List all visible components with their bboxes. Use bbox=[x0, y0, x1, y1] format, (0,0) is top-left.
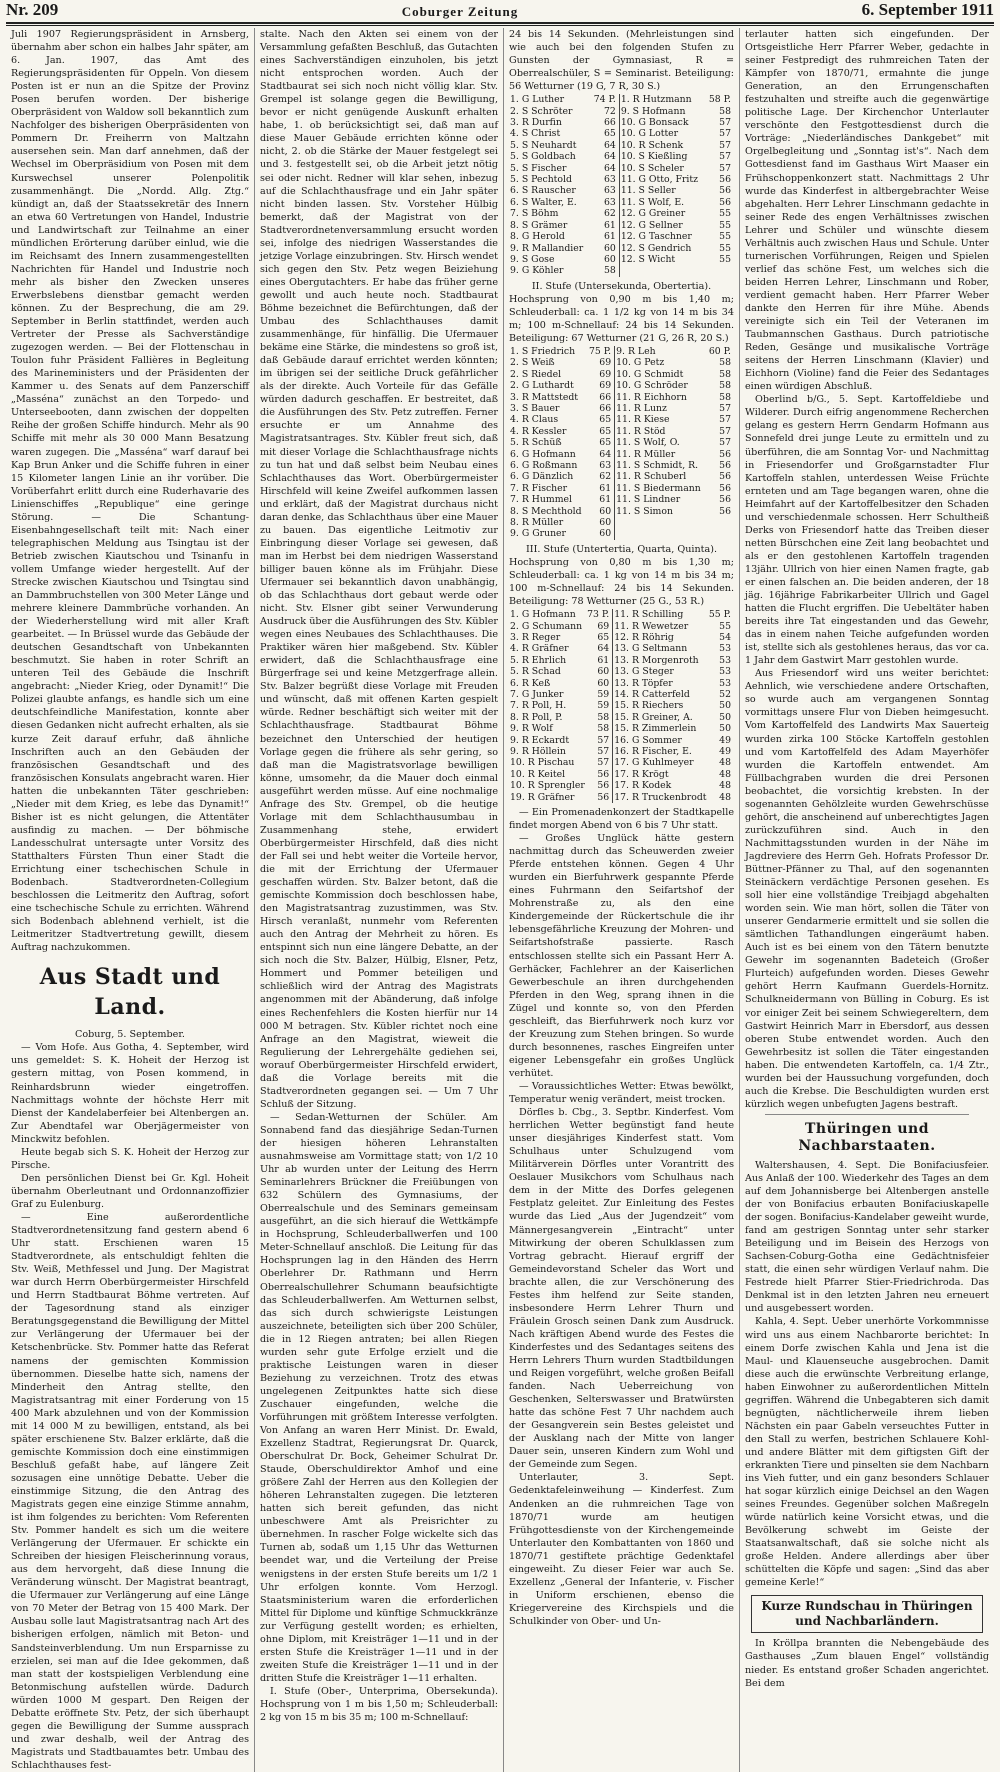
result-name: 10. G Petz bbox=[616, 357, 665, 369]
result-name: 15. R Zimmerlein bbox=[614, 723, 697, 735]
result-points: 58 bbox=[590, 265, 619, 276]
result-points: 56 bbox=[586, 769, 613, 780]
result-points: 48 bbox=[719, 791, 731, 803]
result-name: 12. G Sellner bbox=[620, 219, 683, 231]
divider bbox=[765, 1114, 969, 1115]
article-dienst: Den persönlichen Dienst bei Gr. Kgl. Hoheit übernahm Oberleutnant und Ordonnanzoffizier Graf zu Eulenburg. bbox=[11, 1172, 249, 1210]
article-vom-hofe: — Vom Hofe. Aus Gotha, 4. September, wird uns gemeldet: S. K. Hoheit der Herzog ist gestern mittag, von Posen kommend, in Reinhardsbrunn wieder eingetroffen. Nachmittags wohnte der höchste Herr mit Dienst der Kandelaberfeier bei Altenbergen an. Zur Abendtafel war Oberjägermeister von Minckwitz befohlen. bbox=[11, 1042, 249, 1145]
result-name: 2. G Schumann bbox=[510, 620, 583, 632]
result-name: 9. G Köhler bbox=[510, 265, 564, 277]
result-points: 63 bbox=[587, 460, 615, 471]
result-points: 53 bbox=[719, 643, 731, 655]
result-name: 8. R Poll, P. bbox=[510, 711, 563, 723]
result-name: 12. G Taschner bbox=[620, 231, 692, 243]
article-doerfles: Dörfles b. Cbg., 3. Septbr. Kinderfest. Vom herrlichen Wetter begünstigt fand heute unser diesjähriges Kinderfest statt. Vom Schulhaus unter Schulzugend vom Militärverein Dörfles unter Vorantritt des Oeslauer Musikchors vom Schulhaus nach dem in der Mitte des Dorfes gelegenen Festplatz geleitet. Zur Einleitung des Festes wurde das Lied „Aus der Jugendzeit“ vom Männergesangverein „Eintracht“ unter Mitwirkung der oberen Schulklassen zum Vortrag gebracht. Hierauf ergriff der Gemeindevorstand Scheler das Wort und brachte allen, die zur Verschönerung des Festes ihm helfend zur Seite standen, insbesondere Herrn Lehrer Thurn und Fräulein Grosch seinen Dank zum Ausdruck. Nach kräftigen Abend wurde des Festes die Kinderfestes und des Sedantages seitens des Herrn Lehrers Thurn wurden Stadtbildungen und Reigen vorgeführt, welche großen Beifall fanden. Nach Ueberreichung von Geschenken, Selterswasser und Bratwürsten hatte das schöne Fest 7 Uhr nachdem auch der Gesangverein sein Bestes geleistet und der Ausklang nach der Mitte von langer Dauer sein, unseren Kindern zum Wohl und der Gemeinde zum Segen. bbox=[509, 1107, 734, 1471]
result-name: 5. R Schüß bbox=[510, 437, 562, 449]
result-name: 15. R Riechers bbox=[614, 700, 684, 712]
result-row bbox=[509, 769, 734, 780]
result-name: 5. S Neuhardt bbox=[510, 139, 577, 151]
result-points: 60 bbox=[586, 666, 613, 677]
article-sedan-wetturnen: — Sedan-Wetturnen der Schüler. Am Sonnabend fand das diesjährige Sedan-Turnen der hiesigen höheren Lehranstalten ausnahmsweise am Vormittage statt; von 1/2 10 Uhr ab wurden unter der Leitung des Herrn Seminarlehrers Brückner die Freiübungen von 632 Schülern des Gymnasiums, der Oberrealschule und des Seminars gemeinsam ausgeführt, an die sich hierauf die Wettkämpfe in Hochsprung, Schleuderballwerfen und 100 Meter-Schnellauf anschloß. Die Leitung für das Hochsprungen lag in den Händen des Herrn Oberlehrer Dr. Rathmann und Herrn Oberrealschullehrer Schumann beaufsichtigte das Schleuderballwerfen. Am Wetturnen selbst, das sich durch schwierigste Leistungen auszeichnete, beteiligten sich über 200 Schüler, die in 12 Riegen antraten; bei allen Riegen wurden sehr gute Erfolge erzielt und die praktische Leistungen waren in dieser Beziehung zu verzeichnen. Trotz des etwas ungelegenen Zeitpunktes hatte sich diese Zuschauer eingefunden, welche die Vorführungen mit größtem Interesse verfolgten. Von Anfang an waren Herr Minist. Dr. Ewald, Exzellenz Stadtrat, Regierungsrat Dr. Quarck, Oberschulrat Dr. Bock, Geheimer Schulrat Dr. Staude, Oberschuldirektor Amhof und eine größere Zahl der Herren aus den Kollegien der höheren Lehranstalten zugegen. Die letzteren hatten sich bereit gefunden, das nicht unbeschwere Amt als Preisrichter zu übernehmen. In rascher Folge wickelte sich das Turnen ab, sodaß um 1,15 Uhr das Wetturnen beendet war, und die Verteilung der Preise wenigstens in der ersten Stufe bereits um 1/2 1 Uhr erfolgen konnte. Vom Herzogl. Staatsministerium waren die erforderlichen Mittel für Diplome und künftige Schmuckkränze zur Verfügung gestellt worden; es erhielten, ohne Diplom, mit Kreisträger 1—11 und in der ersten Stufe die Kreisträger 1—11 und in der zweiten Stufe die Kreisträger 1—11 und in der dritten Stufe die Kreisträger 1—11 erhalten. bbox=[260, 1111, 498, 1684]
result-row bbox=[509, 517, 734, 528]
result-name: 4. R Gräfner bbox=[510, 643, 569, 655]
result-name: 12. S Gendrich bbox=[620, 242, 692, 254]
result-name: 5. S Pechtold bbox=[510, 174, 572, 186]
result-name: 10. S Kießling bbox=[620, 151, 688, 163]
result-name: 17. R Krögt bbox=[614, 768, 669, 780]
result-row bbox=[509, 780, 734, 791]
result-points: 62 bbox=[587, 471, 615, 482]
result-name: 12. G Greiner bbox=[620, 208, 686, 220]
result-name: 11. S Seller bbox=[620, 185, 676, 197]
result-name: 1. R Hutzmann bbox=[620, 94, 692, 106]
result-name: 7. R Fischer bbox=[510, 482, 568, 494]
result-row bbox=[509, 643, 734, 654]
result-points: 56 bbox=[719, 471, 731, 483]
results-table-stufe-1 bbox=[509, 94, 734, 277]
result-name: 9. G Gruner bbox=[510, 528, 566, 540]
result-points: 65 bbox=[590, 128, 619, 139]
column-2 bbox=[255, 28, 504, 1772]
section-title-thueringen: Thüringen und Nachbarstaaten. bbox=[798, 1120, 936, 1154]
result-name: 11. S Wolf, E. bbox=[620, 196, 685, 208]
result-name: 11. G Otto, Fritz bbox=[620, 174, 699, 186]
result-name: 10. S Scheler bbox=[620, 162, 684, 174]
result-row bbox=[509, 140, 734, 151]
result-row bbox=[509, 403, 734, 414]
result-name: 8. R Müller bbox=[510, 517, 564, 529]
result-points bbox=[706, 265, 734, 276]
result-points: 75 P. bbox=[587, 346, 615, 357]
result-points: 57 bbox=[719, 425, 731, 437]
result-name: 17. G Kuhlmeyer bbox=[614, 757, 694, 769]
result-row bbox=[509, 757, 734, 768]
result-row bbox=[509, 689, 734, 700]
result-points: 57 bbox=[586, 746, 613, 757]
result-points: 57 bbox=[586, 757, 613, 768]
result-row bbox=[509, 94, 734, 105]
result-points: 55 bbox=[719, 242, 731, 254]
result-points: 55 P. bbox=[708, 609, 731, 621]
result-points: 57 bbox=[719, 162, 731, 174]
result-points: 60 bbox=[586, 678, 613, 689]
result-points: 59 bbox=[586, 700, 613, 711]
result-name bbox=[619, 265, 705, 276]
result-points: 66 bbox=[587, 392, 615, 403]
result-name: 7. S Böhm bbox=[510, 208, 559, 220]
result-points: 55 bbox=[719, 253, 731, 265]
result-points: 57 bbox=[719, 117, 731, 129]
result-name bbox=[615, 528, 707, 539]
result-points: 56 bbox=[719, 174, 731, 186]
result-points: 58 bbox=[719, 380, 731, 392]
result-points bbox=[706, 528, 734, 539]
stufe-1-details: 24 bis 14 Sekunden. (Mehrleistungen sind wie auch bei den folgenden Stufen zu Gunsten der Gymnasiast, R = Oberrealschüler, S = Seminarist. Beteiligung: 56 Wetturner (19 G, 7 R, 30 S.) bbox=[509, 29, 734, 93]
result-points: 63 bbox=[590, 185, 619, 196]
result-name: 13. R Morgenroth bbox=[614, 654, 699, 666]
result-row bbox=[509, 494, 734, 505]
result-row bbox=[509, 792, 734, 803]
result-points: 61 bbox=[590, 220, 619, 231]
issue-number: Nr. 209 bbox=[6, 0, 59, 19]
result-name: 6. S Rauscher bbox=[510, 185, 576, 197]
result-name: 3. R Reger bbox=[510, 631, 561, 643]
result-name: 11. R Lunz bbox=[616, 403, 667, 414]
result-points: 57 bbox=[719, 151, 731, 163]
result-name: 13. R Töpfer bbox=[614, 677, 673, 689]
result-row bbox=[509, 174, 734, 185]
result-name: 13. G Steger bbox=[614, 666, 674, 678]
result-points: 58 bbox=[719, 391, 731, 403]
article-kahla: Kahla, 4. Sept. Ueber unerhörte Vorkommnisse wird uns aus einem Nachbarorte berichtet: In einem Dorfe zwischen Kahla und Jena ist die Maul- und Klauenseuche ausgebrochen. Damit diese auch die erwünschte Verbreitung erlange, haben Einwohner zu außerordentlichen Mitteln gegriffen. Während die Unbegabteren sich damit begnügten, nächtlicherweile ihrem lieben Nächsten ein paar Gabeln verseuchtes Futter in den Stall zu werfen, bestrichen Schlauere Kohl- und andere Blätter mit dem giftigsten Gift der erkrankten Tiere und pinselten sie dem Nachbarn ins Vieh futter, und ein ganz besonders Schlauer hat sogar kürzlich einige Deichsel an den Wagen seines Freundes. Gegenüber solchen Maßregeln würde natürlich keine Vorsicht etwas, und die Bevölkerung schwebt im Geiste der Staatsanwaltschaft, daß sie solche nicht als große Helden. Andere allerdings aber über schüttelten die Köpfe und sagen: „Sind das aber gemeine Kerle!“ bbox=[745, 1316, 989, 1589]
article-stadtverordnetensitzung: — Eine außerordentliche Stadtverordnetensitzung fand gestern abend 6 Uhr statt. Erschienen waren 15 Stadtverordnete, als entschuldigt fehlten die Stv. Weiß, Methfessel und Jung. Der Magistrat war durch Herrn Oberbürgermeister Hirschfeld und Herrn Stadtbaurat Böhme vertreten. Auf der Tagesordnung stand als einziger Beratungsgegenstand die Bewilligung der Mittel zur Verlängerung der Ufermauer bei der Ketschenbrücke. Stv. Pommer hatte das Referat namens der gemischten Kommission übernommen. Dieselbe hatte sich, namens der Minderheit den Antrag stellte, den Magistratsantrag mit einer Forderung von 15 400 Mark abzulehnen und von der Kommission mit 14 000 M zu bewilligen, entstand, als bei später erschienene Stv. Balzer erklärte, daß die gemischte Kommission doch eine einstimmigen Beschluß gefaßt habe, auf längere Zeit sozusagen eine unnötige Debatte. Ueber die einstimmige Sitzung, die den Antrag des Magistrats gegen eine einzige Stimme annahm, ist ihm folgendes zu berichten: Vom Referenten Stv. Pommer handelt es sich um die weitere Verlängerung der Ufermauer. Er schickte ein Schreiben der hiesigen Fleischerinnung voraus, aus dem hervorgeht, daß diese Innung die Veränderung wünscht. Der Magistrat beantragt, die Ufermauer zur Verlängerung auf eine Länge von 70 Meter der Betrag von 15 400 Mark. Der Ausbau solle laut Magistratsantrag nach Art des bisherigen erfolgen, nämlich mit Beton- und Sandsteinverblendung. Um nun Ersparnisse zu erzielen, sei man auf die Idee gekommen, daß man statt der kostspieligen Verblendung eine Betonmischung aufstellen würde. Dadurch würden 1000 M gespart. Den Reigen der Debatte eröffnete Stv. Petz, der sich überhaupt gegen die Bewilligung der Summe aussprach und zwar deshalb, weil der Antrag des Magistrats und Stadtbauamtes betr. Umbau des Schlachthauses fest- bbox=[11, 1211, 249, 1771]
article-sitzung-cont: stalte. Nach den Akten sei einem von der Versammlung gefaßten Beschluß, das Gutachten eines Sachverständigen einzuholen, bis jetzt nicht entsprochen worden. Auch der Stadtbaurat sei sich noch nicht völlig klar. Stv. Grempel ist solange gegen die Bewilligung, bevor er nicht genügende Auskunft erhalten habe, 1. ob berücksichtigt sei, daß man auf diese Mauer Gebäude errichten könne oder nicht, 2. ob die Stärke der Mauer festgelegt sei und 3. festgestellt sei, ob die Arbeit jetzt nötig sei oder nicht. Redner will klar sehen, inbezug auf die Schlachthausfrage und ein Jahr später nicht binden lassen. Stv. Vorsteher Hülbig bemerkt, daß der Magistrat von der Stadtverordnetenversammlung ersucht worden sei, infolge des niedrigen Wasserstandes die jetzige Vorlage einzubringen. Stv. Hirsch wendet sich gegen den Stv. Petz wegen Beiziehung eines Obergutachters. Er habe das früher gerne gewollt und auch heute noch. Stadtbaurat Böhme bezeichnet die Befürchtungen, daß der Umbau des Schlachthauses damit zusammenhänge, für hinfällig. Die Ufermauer bekäme eine Stärke, die mindestens so groß ist, daß Gebäude darauf errichtet werden könnten; im übrigen sei der seitliche Druck gefährlicher als der direkte. Auch Vorteile für das Gefälle würden dadurch geschaffen. Er bestreitet, daß die Ausführungen des Stv. Petz zutreffen. Ferner ersuchte er um Annahme des Magistratsantrages. Stv. Kübler freut sich, daß mit dieser Vorlage die Schlachthausfrage nichts zu tun hat und daß selbst beim Neubau eines Schlachthauses das Wort. Oberbürgermeister Hirschfeld will keine Zweifel aufkommen lassen und erklärt, daß der Magistrat durchaus nicht daran denke, das Schlachthaus über eine Mauer zu bauen. Das eigentliche Leitmotiv zur Einbringung dieser Vorlage sei gewesen, daß man im Herbst bei dem niedrigen Wasserstand billiger bauen könne als im Frühjahr. Diese Ufermauer sei bekanntlich davon unabhängig, ob das Schlachthaus dort gebaut werde oder nicht. Stv. Elsner gibt seiner Verwunderung Ausdruck über die Ausführungen des Stv. Kübler wegen eines Neubaues des Schlachthauses. Die Praktiker wären hier maßgebend. Stv. Kübler erwidert, daß die Schlachthausfrage eine Bürgerfrage sei und keine Metzgerfrage allein. Stv. Balzer begrüßt diese Vorlage mit Freuden und wünscht, daß mit offenen Karten gespielt würde. Redner beschäftigt sich weiter mit der Schlachthausfrage. Stadtbaurat Böhme bezeichnet den Unterschied der heutigen Vorlage gegen die frühere als sehr gering, so daß man die Magistratsvorlage bewilligen könne, umsomehr, da die Mauer doch einmal ausgeführt werden müsse. Auf eine nochmalige Anfrage des Stv. Grempel, ob die heutige Vorlage mit dem Schlachthausumbau in Zusammenhang stehe, erwidert Oberbürgermeister Hirschfeld, daß dies nicht der Fall sei und hebt weiter die Vorteile hervor, die mit der Errichtung der Ufermauer geschaffen würden. Stv. Balzer betont, daß die gemischte Kommission doch beschlossen habe, den Magistratsantrag zuzustimmen, was Stv. Hirsch veranlaßt, nunmehr vom Referenten auch den Antrag der Mehrheit zu hören. Es entspinnt sich nun eine längere Debatte, an der sich noch die Stv. Balzer, Hülbig, Elsner, Petz, Hommert und Pommer beteiligen und schließlich wird der Antrag des Magistrats angenommen mit der Abänderung, daß infolge eines Rechenfehlers die Kosten hierfür nur 14 000 M betragen. Stv. Kübler richtet noch eine Anfrage an den Magistrat, wieweit die Regulierung der Lehrergehälte gediehen sei, worauf Oberbürgermeister Hirschfeld erwidert, daß die Vorlage bereits mit die Stadtverordneten gegangen sei. — Um 7 Uhr Schluß der Sitzung. bbox=[260, 29, 498, 1110]
section-title-stadt-land: Aus Stadt und Land. bbox=[39, 964, 221, 1021]
result-points: 64 bbox=[590, 140, 619, 151]
result-name: 6. R Keß bbox=[510, 677, 551, 689]
article-friesendorf: Aus Friesendorf wird uns weiter berichtet: Aehnlich, wie verschiedene andere Ortschaften, so wurde auch am vergangenen Sonntag vormittags unsere Flur von Dieben heimgesucht. Vom Kartoffelfeld des Landwirts Max Sauerteig wurden zirka 100 Stöcke Kartoffeln gestohlen und vom Kartoffelfeld des Adam Mayerhöfer wurden die Kartoffeln entwendet. Am Füllbachgraben wurden die drei Personen beobachtet, die vorsichtig krebsten. In der sogenannten Gehölzleite wurden Gewehrschüsse gehört, die anscheinend auf unberechtigtes Jagen zurückzuführen sind. Auch in den Nachmittagsstunden wurden in der Nähe im Jagdreviere des Herrn Geh. Hofrats Professor Dr. Büttner-Pfänner zu Thal, auf den sogenannten Steinäckern verdächtige Personen gesehen. Es soll hier eine vollständige Treibjagd abgehalten worden sein. Wie man hört, sollen die Täter von unserer Gendarmerie ermittelt und sie sollen die sämtlichen Tathandlungen eingeräumt haben. Auch ist es bei einem von den Tätern benutzte Gewehr im sogenannten Badeteich (Großer Flurteich) aufgefunden worden. Dieses Gewehr gehört Herrn Kaufmann Guerdels-Hornitz. Schulkneidermann von Bülling in Coburg. Es ist vor einiger Zeit bei seinem Schwiegereltern, dem Gastwirt Heinrich Marr in Ebersdorf, aus dessen oberen Stube entwendet worden. Auch den Gewehrbesitz ist sollen die Täter eingestanden haben. Die entwendeten Kartoffeln, ca. 1/4 Ztr., wurden bei der Haussuchung vorgefunden, doch auch die Krebse. Die Beschuldigten wurden erst kürzlich wegen unbefugten Jagens bestraft. bbox=[745, 668, 989, 1110]
result-name: 8. S Grämer bbox=[510, 219, 568, 231]
result-row bbox=[509, 621, 734, 632]
result-points: 57 bbox=[719, 403, 731, 414]
result-name: 2. S Riedel bbox=[510, 368, 562, 380]
dateline: Coburg, 5. September. bbox=[75, 1029, 185, 1041]
result-points: 56 bbox=[586, 792, 613, 803]
result-name: 5. S Fischer bbox=[510, 162, 567, 174]
header-rule-thin bbox=[6, 25, 994, 26]
header-rule bbox=[6, 22, 994, 24]
result-name: 5. R Schad bbox=[510, 666, 561, 678]
result-row bbox=[509, 197, 734, 208]
result-points: 57 bbox=[719, 414, 731, 426]
result-name: 10. R Schenk bbox=[620, 139, 684, 151]
result-row bbox=[509, 471, 734, 482]
result-name: 11. R Schuberl bbox=[616, 471, 687, 483]
result-points: 57 bbox=[719, 139, 731, 151]
article-pirsche: Heute begab sich S. K. Hoheit der Herzog zur Pirsche. bbox=[11, 1146, 249, 1171]
result-row bbox=[509, 243, 734, 254]
result-name: 1. S Friedrich bbox=[510, 345, 576, 357]
result-name: 17. R Kodek bbox=[614, 780, 672, 792]
result-row bbox=[509, 265, 734, 276]
result-name: 19. R Gräfner bbox=[510, 791, 575, 803]
result-row bbox=[509, 746, 734, 757]
result-name: 11. S Schmidt, R. bbox=[616, 460, 699, 472]
result-row bbox=[509, 392, 734, 403]
result-points: 58 bbox=[586, 723, 613, 734]
result-row bbox=[509, 723, 734, 734]
result-row bbox=[509, 128, 734, 139]
result-points bbox=[706, 517, 734, 528]
result-row bbox=[509, 414, 734, 425]
result-points: 60 bbox=[590, 254, 619, 265]
result-points: 48 bbox=[719, 757, 731, 769]
result-name: 4. R Claus bbox=[510, 414, 559, 426]
result-points: 57 bbox=[719, 437, 731, 449]
result-name: 9. R Wolf bbox=[510, 723, 553, 735]
result-row bbox=[509, 609, 734, 620]
result-row bbox=[509, 151, 734, 162]
result-points: 69 bbox=[587, 357, 615, 368]
result-name: 11. R Stöd bbox=[616, 425, 666, 437]
result-row bbox=[509, 666, 734, 677]
result-name: 7. R Hummel bbox=[510, 494, 572, 506]
result-row bbox=[509, 700, 734, 711]
result-points: 56 bbox=[719, 505, 731, 517]
result-points: 60 bbox=[587, 506, 615, 517]
masthead bbox=[6, 0, 994, 20]
result-points: 56 bbox=[719, 448, 731, 460]
result-points: 56 bbox=[719, 460, 731, 472]
result-row bbox=[509, 712, 734, 723]
article-unterlauter: Unterlauter, 3. Sept. Gedenktafeleinweihung — Kinderfest. Zum Andenken an die ruhmreichen Tage von 1870/71 wurde am heutigen Frühgottesdienste von der Kirchengemeinde Unterlauter den Kombattanten von 1860 und 1870/71 gestiftete prächtige Gedenktafel eingeweiht. Zu dieser Feier war auch Se. Exzellenz „General der Infanterie, v. Fischer in Uniform erschienen, ebenso die Kriegervereine des Kirchspiels und die Schulkinder von Ober- und Un- bbox=[509, 1472, 734, 1627]
result-name: 2. G Luthardt bbox=[510, 380, 574, 392]
result-name: 10. G Bonsack bbox=[620, 117, 689, 129]
result-name: 1. G Luther bbox=[510, 94, 565, 106]
result-name: 3. R Mattstedt bbox=[510, 391, 579, 403]
stufe-1-intro: I. Stufe (Ober-, Unterprima, Obersekunda). Hochsprung von 1 m bis 1,50 m; Schleuderball: 2 kg von 15 m bis 35 m; 100 m-Schnellauf: bbox=[260, 1685, 498, 1724]
result-row bbox=[509, 231, 734, 242]
result-name: 13. G Seltmann bbox=[614, 643, 688, 655]
result-name: 10. R Sprengler bbox=[510, 780, 585, 792]
article-grosses-unglueck: — Großes Unglück hätte gestern nachmittag durch das Scheuwerden zweier Pferde entstehen können. Gegen 4 Uhr wurden ein Bierfuhrwerk gespannte Pferde eines Fuhrmann den Seifartshof der Mohrenstraße zu, als den eine Kindergemeinde der Rückertschule die ihr lebensgefährliche Kreuzung der Mohren- und Seifartshofstraße passierte. Rasch entschlossen stellte sich ein Passant Herr A. Gerhäcker, Fachlehrer an der Kaiserlichen Gewerbeschule an ihren durchgehenden Pferden in den Weg, sprang ihnen in die Zügel und konnte so, von den Pferden geschleift, das Bierfuhrwerk noch kurz vor der Kreuzung zum Stehen bringen. So wurde durch besonnenes, rasches Eingreifen unter eigener Lebensgefahr ein großes Unglück verhütet. bbox=[509, 833, 734, 1079]
result-points: 53 bbox=[719, 666, 731, 678]
article-politics: Juli 1907 Regierungspräsident in Arnsberg, übernahm aber schon ein halbes Jahr später, am 6. Jan. 1907, das Amt des Regierungspräsidenten für Oppeln. Von diesem Posten ist er nun an die Spitze der Provinz Posen berufen worden. Der bisherige Oberpräsident von Waldow soll bekanntlich zum Nachfolger des bisherigen Oberpräsidenten von Pommern Dr. Freiherrn von Maltzahn ausersehen sein. Man darf annehmen, daß der Wechsel im Oberpräsidium von Posen mit dem Kurswechsel unserer Polenpolitik zusammenhängt. Die „Nordd. Allg. Ztg.“ kündigt an, daß der Staatssekretär des Innern an etwa 60 Vertretungen von Handel, Industrie und Landwirtschaft zur Teilnahme an einer mündlichen Erörterung darüber einlud, wie die im Reichsamt des Innern zusammengestellten Nachrichten für Handel und Industrie noch mehr als bisher den Zwecken unseres Erwerbslebens dienstbar gemacht werden können. Zu der Besprechung, die am 29. September in Berlin stattfindet, werden auch Vertreter der Presse als Sachverständige zugezogen werden. — Bei der Flottenschau in Toulon fuhr Präsident Fallières in Begleitung des Marineministers und der Präsidenten der Kammer u. des Senats auf dem Panzerschiff „Masséna“ zunächst an den Torpedo- und Unterseebooten, dann zwischen der doppelten Reihe der großen Schiffe hindurch. Mehr als 90 Schiffe mit mehr als 30 000 Mann Besatzung waren zugegen. Die „Masséna“ warf darauf bei Kap Brun Anker und die Schiffe fuhren in einer 15 Kilometer langen Linie an ihr vorüber. Die Vorüberfahrt erlitt durch eine Ruderhavarie des Linienschiffes „Republique“ eine geringe Störung. — Die Schantung-Eisenbahngesellschaft teilt mit: Nach einer telegraphischen Meldung aus Tsingtau ist der Betrieb zwischen Kiautschou und Tsinanfu in vollem Umfange wieder hergestellt. Auf der Strecke zwischen Kiautschou und Tsingtau sind an Dammbruchstellen von 300 Meter Länge und mehrere kleinere Dammbrüche vorhanden. An der Wiederherstellung wird mit aller Kraft gearbeitet. — In Brüssel wurde das Gebäude der deutschen Gesandtschaft von Unbekannten beschmutzt. Sie haben in roter Schrift an unteren Teil des Gebäude die Inschrift angebracht: „Nieder Krieg, oder Dynamit!“ Die Polizei glaubte anfangs, es handle sich um eine deutschfeindliche Manifestation, konnte aber diesen Gedanken nicht aufrecht erhalten, als sie kurze Zeit darauf erfuhr, daß ähnliche Inschriften auch an den Gebäuden der französischen Gesandtschaft und des französischen Konsulats angebracht waren. Hier hatten die unbekannten Täter geschrieben: „Nieder mit dem Krieg, es lebe das Dynamit!“ Bisher ist es nicht gelungen, die Attentäter ausfindig zu machen. — Der böhmische Landesschulrat untersagte unter Vorsitz des Statthalters Fürsten Thun einer Stadt die Errichtung einer tschechischen Schule in Bodenbach. Stadtverordneten-Collegium beschlossen die Leitmeritz den Auftrag, sofort eine tschechische Schule zu errichten. Während sich Bodenbach ablehnend verhielt, ist die Leitmeritzer Stadtvertretung gewillt, diesem Auftrag nachzukommen. bbox=[11, 29, 249, 954]
result-row bbox=[509, 220, 734, 231]
result-row bbox=[509, 185, 734, 196]
result-name: 9. R Leh bbox=[616, 345, 656, 357]
result-points: 74 P. bbox=[590, 94, 619, 105]
result-points: 65 bbox=[587, 437, 615, 448]
stufe-3-title: III. Stufe (Untertertia, Quarta, Quinta). bbox=[525, 543, 718, 555]
result-points: 56 bbox=[719, 185, 731, 197]
article-waltershausen: Waltershausen, 4. Sept. Die Bonifaciusfeier. Aus Anlaß der 100. Wiederkehr des Tages an dem auf dem Johannisberge bei Altenbergen anstelle der von Bonifacius erbauten Bonifaciuskapelle der sogen. Bonifacius-Kandelaber geweiht wurde, fand am gestrigen Sonntag unter sehr starker Beteiligung und im Beisein des Herzogs von Sachsen-Coburg-Gotha eine Gedächtnisfeier statt, die einen sehr würdigen Verlauf nahm. Die Festrede hielt Pfarrer Stier-Friedrichroda. Das Denkmal ist in den letzten Jahren neu erneuert und ausgebessert worden. bbox=[745, 1159, 989, 1315]
result-name: 9. R Höllein bbox=[510, 745, 566, 757]
result-points: 53 bbox=[719, 654, 731, 666]
result-points: 56 bbox=[586, 780, 613, 791]
result-points: 72 bbox=[590, 106, 619, 117]
result-name: 11. S Lindner bbox=[616, 494, 681, 506]
article-unterlauter-cont: terlauter hatten sich eingefunden. Der Ortsgeistliche Herr Pfarrer Weber, gedachte in seiner Festpredigt des ruhmreichen Taten der Kämpfer von 1870/71, ermahnte die junge Generation, an den Errungenschaften festzuhalten und streifte auch die gegenwärtige politische Lage. Der Kirchenchor Unterlauter verschönte den Festgottesdienst durch die Vorträge: „Niederländisches Dankgebet“ mit Orgelbegleitung und „Sonntag ist's“. Nach dem Gottesdienst fand im Gasthaus Wirt Maaser ein Frühschoppenkonzert statt. Nachmittags 2 Uhr wurde das Kinderfest in altbergebrachter Weise abgehalten. Herr Lehrer Linschmann gedachte in seiner Rede des engen Verhältnisses zwischen Lehrer und Schüler und wünschte diesem Verhältnis auch zwischen Haus und Schule. Unter turnerischen Vorführungen, Reigen und Spielen verlief das schöne Fest, um welches sich die beiden Herren Lehrer, Linschmann und Rober, verdient gemacht haben. Herr Pfarrer Weber dankte den Herren für ihre Mühe. Abends vereinigte sich ein Teil der Veteranen im Taubmannschen Gasthaus. Durch patriotische Reden, Gesänge und musikalische Vorträge seitens der Herren Linschmann (Klavier) und Eichhorn (Violine) fand die Feier des Sedantages einen würdigen Abschluß. bbox=[745, 29, 989, 393]
result-row bbox=[509, 426, 734, 437]
result-name: 3. S Bauer bbox=[510, 403, 560, 414]
result-points: 61 bbox=[587, 483, 615, 494]
newspaper-title: Coburger Zeitung bbox=[401, 4, 519, 19]
article-kroellpa: In Kröllpa brannten die Nebengebäude des Gasthauses „Zum blauen Engel“ vollständig nieder. Es entstand großer Schaden angerichtet. Bei dem bbox=[745, 1638, 989, 1689]
result-points: 69 bbox=[586, 621, 613, 632]
result-points: 55 bbox=[719, 219, 731, 231]
result-name: 6. G Roßmann bbox=[510, 460, 578, 472]
result-row bbox=[509, 483, 734, 494]
result-points: 64 bbox=[587, 449, 615, 460]
result-name: 7. R Poll, H. bbox=[510, 700, 567, 712]
result-points: 63 bbox=[590, 197, 619, 208]
result-name: 5. S Goldbach bbox=[510, 151, 576, 163]
result-name: 2. S Schröter bbox=[510, 105, 573, 117]
result-row bbox=[509, 437, 734, 448]
result-points: 49 bbox=[719, 734, 731, 746]
result-name: 6. G Hofmann bbox=[510, 448, 576, 460]
result-points: 61 bbox=[587, 494, 615, 505]
result-row bbox=[509, 357, 734, 368]
result-name: 10. R Pischau bbox=[510, 757, 575, 769]
result-name: 4. S Christ bbox=[510, 128, 561, 140]
result-row bbox=[509, 380, 734, 391]
result-name: 10. R Keitel bbox=[510, 768, 566, 780]
result-name bbox=[615, 517, 707, 528]
result-row bbox=[509, 208, 734, 219]
result-name: 9. S Gose bbox=[510, 253, 555, 265]
issue-date: 6. September 1911 bbox=[861, 0, 994, 19]
result-name: 9. S Hofmann bbox=[620, 105, 686, 117]
result-row bbox=[509, 632, 734, 643]
result-points: 54 bbox=[719, 631, 731, 643]
result-name: 11. S Simon bbox=[616, 505, 673, 517]
result-points: 62 bbox=[590, 208, 619, 219]
result-name: 11. S Biedermann bbox=[616, 482, 701, 494]
result-name: 8. G Herold bbox=[510, 231, 565, 243]
result-points: 58 bbox=[719, 357, 731, 369]
results-table-stufe-3 bbox=[509, 609, 734, 803]
result-points: 50 bbox=[719, 723, 731, 735]
result-name: 5. R Ehrlich bbox=[510, 654, 567, 666]
result-name: 3. R Durfin bbox=[510, 117, 562, 129]
result-points: 50 bbox=[719, 711, 731, 723]
stufe-2-title: II. Stufe (Untersekunda, Obertertia). bbox=[531, 280, 712, 292]
result-points: 59 bbox=[586, 689, 613, 700]
result-points: 61 bbox=[586, 655, 613, 666]
result-points: 73 P. bbox=[586, 609, 613, 620]
result-points: 66 bbox=[587, 403, 615, 414]
result-row bbox=[509, 678, 734, 689]
result-row bbox=[509, 449, 734, 460]
result-points: 64 bbox=[590, 163, 619, 174]
result-name: 11. R Eichhorn bbox=[616, 391, 687, 403]
result-name: 11. R Schilling bbox=[614, 609, 684, 621]
page-columns bbox=[6, 28, 994, 1771]
article-promenadenkonzert: — Ein Promenadenkonzert der Stadtkapelle findet morgen Abend von 6 bis 7 Uhr statt. bbox=[509, 807, 734, 832]
result-name: 1. G Hofmann bbox=[510, 609, 576, 621]
result-name: 15. R Greiner, A. bbox=[614, 711, 693, 723]
result-name: 11. R Müller bbox=[616, 448, 676, 460]
section-title-rundschau: Kurze Rundschau in Thüringen und Nachbarländern. bbox=[751, 1595, 983, 1633]
result-points: 49 bbox=[719, 745, 731, 757]
result-row bbox=[509, 655, 734, 666]
result-name: 14. R Catterfeld bbox=[614, 688, 690, 700]
result-name: 2. S Weiß bbox=[510, 357, 555, 369]
result-points: 64 bbox=[586, 643, 613, 654]
result-points: 52 bbox=[719, 688, 731, 700]
result-name: 8. S Mechthold bbox=[510, 505, 582, 517]
result-row bbox=[509, 117, 734, 128]
result-name: 11. R Kiese bbox=[616, 414, 670, 426]
result-row bbox=[509, 254, 734, 265]
result-name: 16. R Fischer, E. bbox=[614, 745, 692, 757]
result-points: 50 bbox=[719, 700, 731, 712]
result-points: 69 bbox=[587, 380, 615, 391]
result-name: 16. G Sommer bbox=[614, 734, 682, 746]
result-points: 57 bbox=[719, 128, 731, 140]
stufe-3-details: Hochsprung von 0,80 m bis 1,30 m; Schleuderball: ca. 1 kg von 14 m bis 34 m; 100 m-Schnellauf: 24 bis 14 Sekunden. Beteiligung: 78 Wetturner (25 G., 53 R.) bbox=[509, 556, 734, 608]
result-points: 64 bbox=[590, 151, 619, 162]
result-points: 55 bbox=[719, 208, 731, 220]
results-table-stufe-2 bbox=[509, 346, 734, 540]
result-points: 56 bbox=[719, 196, 731, 208]
result-row bbox=[509, 460, 734, 471]
result-row bbox=[509, 528, 734, 539]
result-name: 11. R Wewetzer bbox=[614, 620, 689, 632]
article-oberlind: Oberlind b/G., 5. Sept. Kartoffeldiebe und Wilderer. Durch eifrig angenommene Recherchen gelang es gestern Herrn Gendarm Hofmann aus Sonnefeld drei junge Leute zu ermitteln und zu überführen, die am Sonntag Vor- und Nachmittag in Friesendorfer und Großgarnstadter Flur Kartoffeln stahlen, unterdessen Weise Früchte ernteten und am Tage begangen waren, ohne die Heimfahrt auf der Kartoffelbesitzer den Schaden und verschiedenmale schossen. Herr Schultheiß Derks von Friesendorf hatte das Treiben dieser netten Bürschchen eine Zeit lang beobachtet und als er den gestohlenen Kartoffeln tragenden 13jähr. Ullrich von hier einen Namen fragte, gab er einen falschen an. Die beiden anderen, der 18 jäg. 16jährige Fabrikarbeiter Ullrich und Gagel hatten die Flucht ergriffen. Die Uebeltäter haben bereits ihre Tat eingestanden und das Gewehr, das in einem nahen Teiche aufgefunden worden ist, stellte sich als gestohlenes heraus, das vor ca. 1 Jahr dem Gastwirt Marr gestohlen wurde. bbox=[745, 394, 989, 667]
result-points: 58 bbox=[586, 712, 613, 723]
result-name: 10. G Schmidt bbox=[616, 368, 684, 380]
result-row bbox=[509, 163, 734, 174]
result-name: 4. R Kessler bbox=[510, 425, 567, 437]
result-name: 10. G Lotter bbox=[620, 128, 679, 140]
result-points: 63 bbox=[590, 174, 619, 185]
column-3 bbox=[504, 28, 740, 1772]
result-points: 56 bbox=[719, 494, 731, 506]
result-points: 57 bbox=[586, 735, 613, 746]
result-name: 6. G Dänzlich bbox=[510, 471, 574, 483]
result-points: 60 bbox=[587, 517, 615, 528]
result-name: 7. G Junker bbox=[510, 688, 564, 700]
result-points: 55 bbox=[719, 620, 731, 632]
result-points: 58 bbox=[719, 368, 731, 380]
result-row bbox=[509, 106, 734, 117]
result-row bbox=[509, 369, 734, 380]
result-points: 60 bbox=[590, 243, 619, 254]
result-points: 61 bbox=[590, 231, 619, 242]
result-points: 53 bbox=[719, 677, 731, 689]
result-points: 65 bbox=[587, 414, 615, 425]
result-points: 55 bbox=[719, 231, 731, 243]
result-points: 58 bbox=[719, 105, 731, 117]
result-name: 12. R Röhrig bbox=[614, 631, 674, 643]
result-points: 66 bbox=[590, 117, 619, 128]
result-points: 65 bbox=[587, 426, 615, 437]
column-4 bbox=[740, 28, 994, 1772]
result-points: 69 bbox=[587, 369, 615, 380]
result-row bbox=[509, 506, 734, 517]
result-points: 60 P. bbox=[708, 345, 731, 357]
result-points: 48 bbox=[719, 768, 731, 780]
result-name: 6. S Walter, E. bbox=[510, 196, 577, 208]
result-row bbox=[509, 346, 734, 357]
result-points: 48 bbox=[719, 780, 731, 792]
result-name: 9. R Eckardt bbox=[510, 734, 570, 746]
result-row bbox=[509, 735, 734, 746]
result-name: 9. R Mallandier bbox=[510, 242, 584, 254]
article-wetter: — Voraussichtliches Wetter: Etwas bewölkt, Temperatur wenig verändert, meist trocken. bbox=[509, 1081, 734, 1106]
result-points: 56 bbox=[719, 482, 731, 494]
result-points: 58 P. bbox=[708, 94, 731, 106]
column-1 bbox=[6, 28, 255, 1772]
result-name: 11. S Wolf, O. bbox=[616, 437, 680, 449]
result-points: 60 bbox=[587, 528, 615, 539]
result-points: 65 bbox=[586, 632, 613, 643]
result-name: 10. G Schröder bbox=[616, 380, 688, 392]
result-name: 12. S Wicht bbox=[620, 253, 676, 265]
stufe-2-details: Hochsprung von 0,90 m bis 1,40 m; Schleuderball: ca. 1 1/2 kg von 14 m bis 34 m; 100 m-Schnellauf: 24 bis 14 Sekunden. Beteiligung: 67 Wetturner (21 G, 26 R, 20 S.) bbox=[509, 293, 734, 344]
result-name: 17. R Truckenbrodt bbox=[614, 791, 707, 803]
